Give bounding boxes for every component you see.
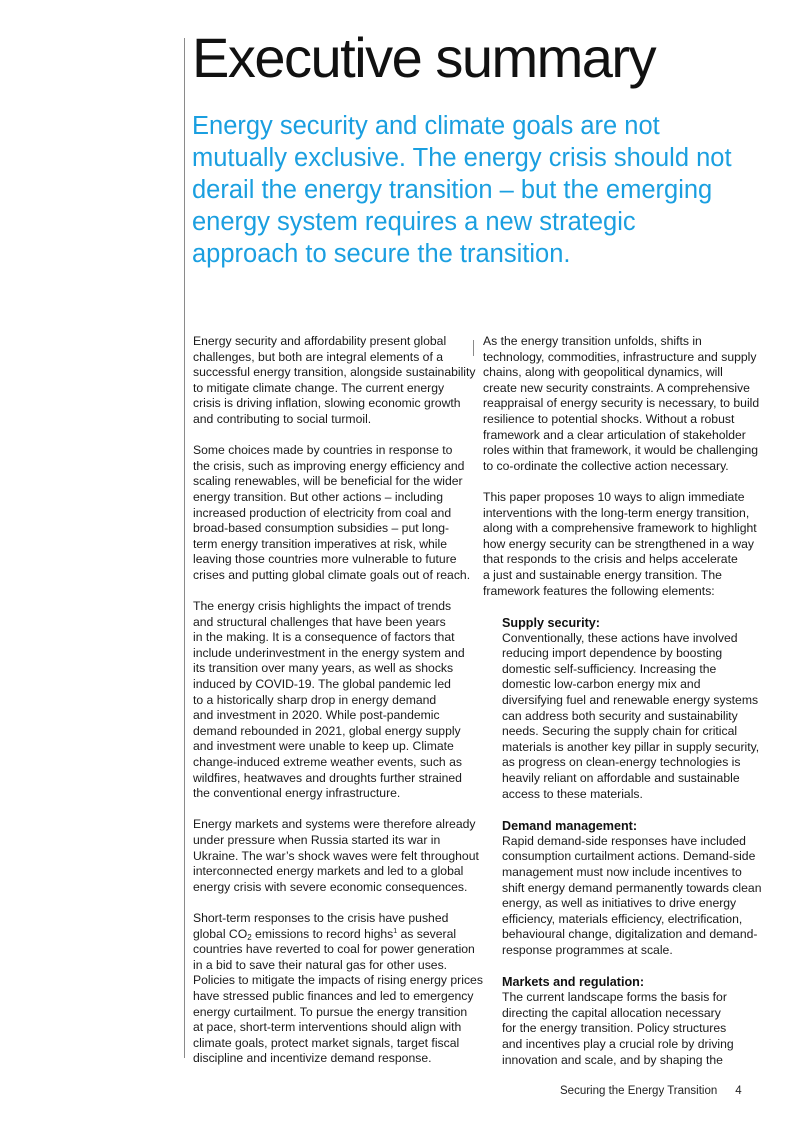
text-line: shift energy demand permanently towards clean [502, 880, 762, 895]
subscript: 2 [247, 932, 252, 942]
text-line: Energy markets and systems were therefore already [193, 817, 476, 832]
paragraph [193, 599, 471, 802]
text-line: and contributing to social turmoil. [193, 411, 372, 426]
text-line: Policies to mitigate the impacts of rising energy prices [193, 973, 483, 988]
text-line: materials is another key pillar in supply security, [502, 739, 760, 754]
text-line: interconnected energy markets and led to a global [193, 864, 464, 879]
lede-line: energy system requires a new strategic [192, 208, 636, 236]
lede-line: mutually exclusive. The energy crisis should not [192, 144, 732, 172]
text-line: have stressed public finances and led to emergency [193, 988, 474, 1003]
text-line: its transition over many years, as well as shocks [193, 661, 454, 676]
paragraph [193, 817, 479, 895]
text-line: directing the capital allocation necessary [502, 1005, 721, 1020]
text-line: heavily reliant on affordable and sustainable [502, 771, 740, 786]
paragraph [193, 334, 476, 428]
text-line: leaving those countries more vulnerable to future [193, 552, 457, 567]
text-line: to mitigate climate change. The current energy [193, 380, 445, 395]
paragraph [193, 910, 483, 1067]
text-line: climate goals, protect market signals, target fiscal [193, 1035, 460, 1050]
text-line: countries have reverted to coal for power generation [193, 942, 475, 957]
text-line: The energy crisis highlights the impact of trends [193, 599, 452, 614]
text-line: broad-based consumption subsidies – put long- [193, 521, 450, 536]
text-line: along with a comprehensive framework to highlight [483, 521, 757, 536]
text-line: and investment in 2020. While post-pandemic [193, 708, 440, 723]
text-line: demand rebounded in 2021, global energy supply [193, 723, 461, 738]
text-line: energy transition. But other actions – including [193, 489, 443, 504]
text-line: and structural challenges that have been years [193, 614, 446, 629]
text-line: challenges, but both are integral elements of a [193, 349, 444, 364]
text-line: Energy security and affordability present global [193, 334, 447, 348]
text-line: framework features the following elements: [483, 583, 715, 598]
text-line: energy, as well as initiatives to drive energy [502, 896, 737, 911]
margin-rule [184, 38, 185, 1058]
text-line: increased production of electricity from coal and [193, 505, 452, 520]
text-fragment: global CO [193, 926, 248, 941]
text-line: domestic self-sufficiency. Increasing the [502, 661, 717, 676]
lede-line: Energy security and climate goals are not [192, 112, 660, 140]
lede-line: approach to secure the transition. [192, 240, 571, 268]
text-line: Some choices made by countries in response to [193, 443, 453, 458]
text-line: response programmes at scale. [502, 942, 673, 957]
text-line: to co-ordinate the collective action necessary. [483, 458, 729, 473]
text-line: to a historically sharp drop in energy demand [193, 692, 437, 707]
text-line: resilience to potential shocks. Without a robust [483, 411, 735, 426]
text-line: crisis is driving inflation, slowing economic growth [193, 396, 461, 411]
text-line: energy curtailment. To pursue the energy transition [193, 1004, 468, 1019]
text-line: wildfires, heatwaves and droughts further strained [193, 770, 462, 785]
text-line: Conventionally, these actions have involved [502, 630, 738, 645]
left-column [193, 334, 483, 1083]
lede-line: derail the energy transition – but the emerging [192, 176, 713, 204]
element-heading: Supply security: [502, 615, 600, 630]
paragraph [193, 443, 471, 583]
text-line: term energy transition imperatives at risk, while [193, 536, 447, 551]
text-line: roles within that framework, it would be challenging [483, 443, 759, 458]
text-line: energy crisis with severe economic consequences. [193, 879, 468, 894]
text-line: This paper proposes 10 ways to align immediate [483, 489, 745, 504]
text-line [193, 927, 471, 943]
text-line: Rapid demand-side responses have included [502, 833, 746, 848]
text-line: reducing import dependence by boosting [502, 646, 723, 661]
text-line: The current landscape forms the basis for [502, 990, 727, 1005]
text-line: domestic low-carbon energy mix and [502, 677, 701, 692]
text-line: change-induced extreme weather events, such as [193, 755, 462, 770]
text-line: management must now include incentives to [502, 865, 742, 879]
text-line: and investment were unable to keep up. Climate [193, 739, 454, 754]
text-line: needs. Securing the supply chain for critical [502, 724, 738, 739]
framework-element-markets-regulation [483, 974, 758, 1068]
text-line: and incentives play a crucial role by driving [502, 1036, 734, 1051]
text-line: behavioural change, digitalization and demand- [502, 927, 758, 942]
text-line: the crisis, such as improving energy efficiency and [193, 458, 465, 473]
framework-element-supply-security [483, 615, 758, 803]
element-text [502, 833, 762, 959]
paragraph [483, 490, 758, 599]
text-line: framework and a clear articulation of stakeholder [483, 427, 746, 442]
text-line: innovation and scale, and by shaping the [502, 1052, 723, 1067]
text-line: for the energy transition. Policy structures [502, 1021, 727, 1036]
element-heading: Markets and regulation: [502, 975, 645, 990]
text-line: access to these materials. [502, 786, 643, 801]
framework-element-demand-management [483, 818, 762, 959]
text-line: As the energy transition unfolds, shifts in [483, 334, 702, 348]
paragraph [483, 334, 758, 474]
text-line: successful energy transition, alongside sustainability [193, 365, 476, 380]
element-heading: Demand management: [502, 818, 638, 833]
text-line: in the making. It is a consequence of factors that [193, 630, 455, 645]
text-line: at pace, short-term interventions should align with [193, 1020, 462, 1035]
text-line: create new security constraints. A comprehensive [483, 380, 750, 395]
text-line: include underinvestment in the energy system and [193, 645, 465, 660]
text-line: can address both security and sustainability [502, 708, 738, 723]
text-line: efficiency, materials efficiency, electrification, [502, 911, 743, 926]
text-line: how energy security can be strengthened in a way [483, 536, 754, 551]
column-rule [473, 340, 474, 356]
text-line: scaling renewables, will be beneficial for the wider [193, 474, 463, 489]
footnote-marker[interactable]: 1 [393, 927, 398, 935]
text-line: the conventional energy infrastructure. [193, 786, 401, 801]
text-line: diversifying fuel and renewable energy systems [502, 693, 759, 708]
text-line: technology, commodities, infrastructure and supply [483, 349, 757, 364]
page-title: Executive summary [192, 26, 656, 89]
lede-statement [192, 110, 752, 270]
page-footer [560, 1085, 742, 1097]
text-line: interventions with the long-term energy transition, [483, 505, 750, 520]
text-line: chains, along with geopolitical dynamics, will [483, 365, 723, 380]
text-block [193, 942, 483, 1067]
text-fragment: as several [397, 926, 457, 941]
text-line: under pressure when Russia started its war in [193, 833, 441, 847]
page-number: 4 [735, 1085, 742, 1097]
element-text [502, 631, 758, 803]
footer-label: Securing the Energy Transition [560, 1085, 718, 1097]
text-line: induced by COVID-19. The global pandemic led [193, 677, 451, 692]
text-line: crises and putting global climate goals out of reach. [193, 567, 471, 582]
text-line: a just and sustainable energy transition. The [483, 567, 722, 582]
text-line: as progress on clean-energy technologies is [502, 755, 741, 770]
text-fragment: emissions to record highs [251, 926, 394, 941]
text-line: discipline and incentivize demand response. [193, 1051, 432, 1066]
text-line: Short-term responses to the crisis have pushed [193, 910, 449, 925]
text-line: consumption curtailment actions. Demand-side [502, 849, 756, 864]
text-line: in a bid to save their natural gas for other uses. [193, 957, 448, 972]
right-column [483, 334, 762, 1084]
text-line: reappraisal of energy security is necessary, to build [483, 396, 760, 411]
text-line: Ukraine. The war’s shock waves were felt throughout [193, 848, 479, 863]
element-text [502, 990, 758, 1068]
text-line: that responds to the crisis and helps accelerate [483, 552, 738, 567]
